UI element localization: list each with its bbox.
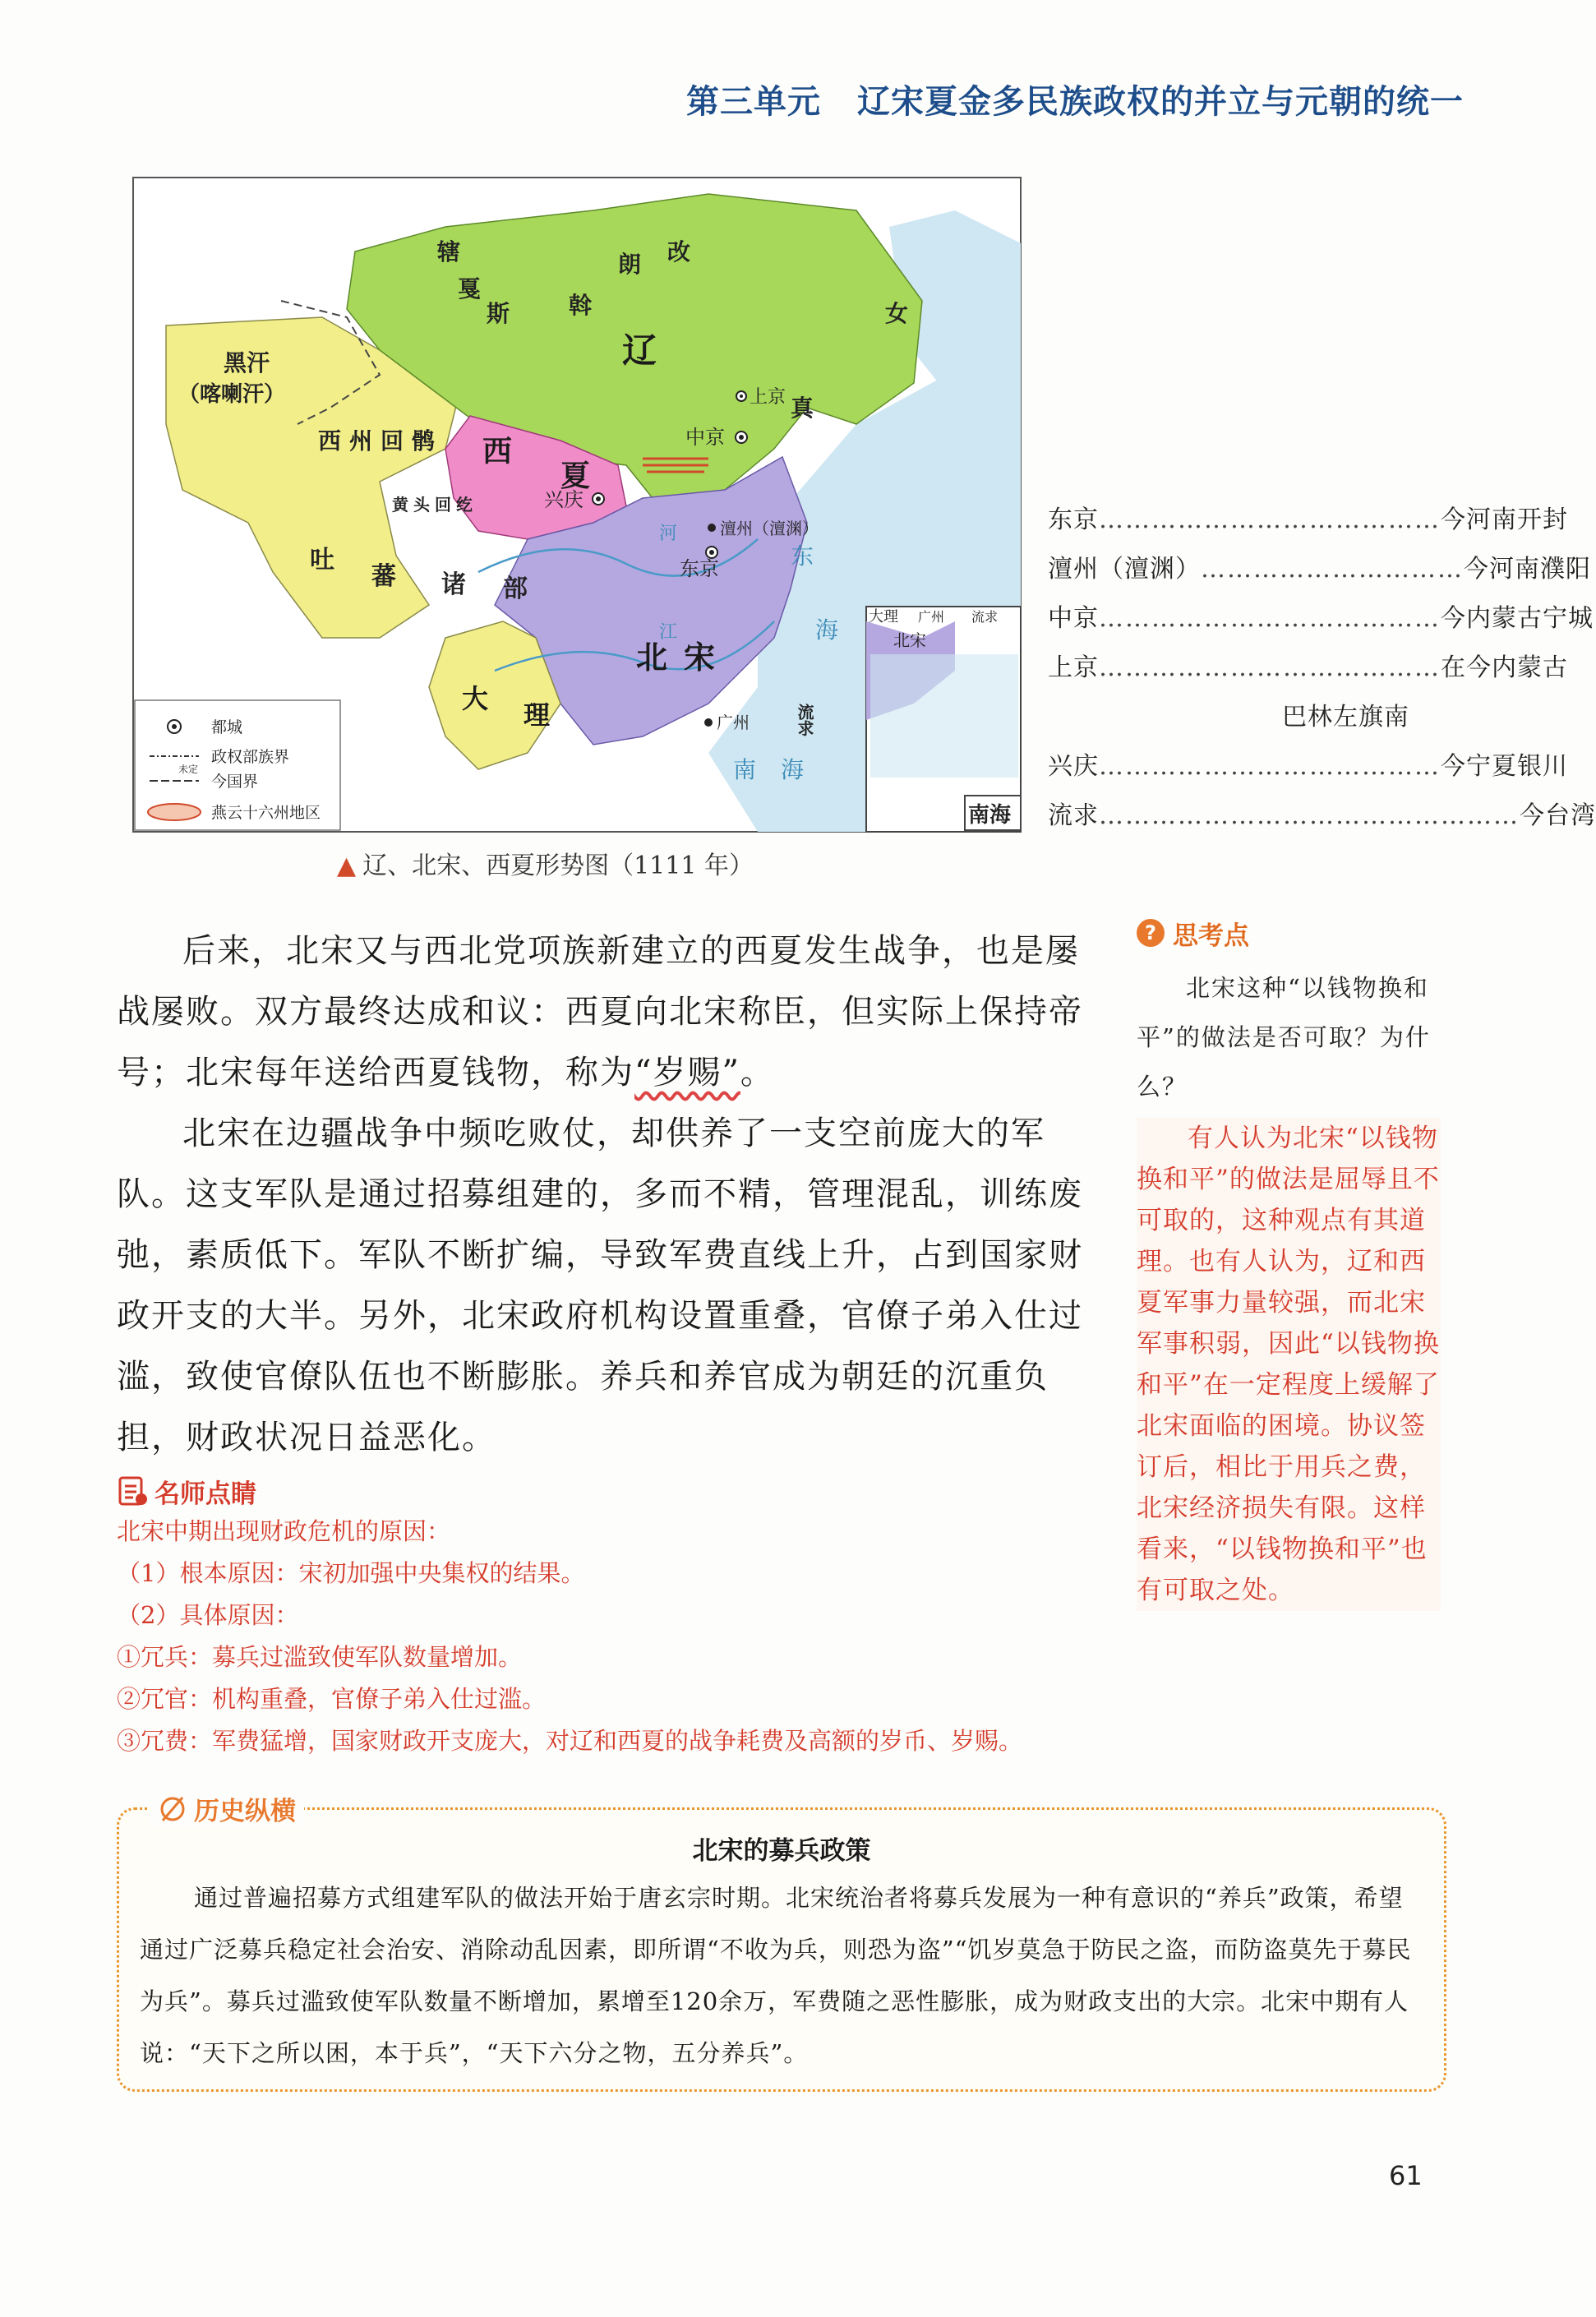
label-bo: 蕃	[371, 562, 396, 591]
label-xia: 夏	[560, 459, 591, 493]
label-donghai-1: 东	[791, 542, 814, 570]
history-box-title: 北宋的募兵政策	[692, 1836, 871, 1866]
label-river-jiang: 江	[659, 622, 678, 643]
label-zhu: 诸	[441, 570, 466, 599]
label-xizhou-huihu: 西州回鹘	[318, 427, 444, 455]
unit-title: 辽宋夏金多民族政权的并立与元朝的统一	[857, 83, 1464, 121]
svg-text:澶州（澶渊）: 澶州（澶渊）	[720, 519, 819, 538]
svg-text:流求: 流求	[971, 609, 999, 625]
label-liuqiu: 流求	[795, 704, 814, 736]
label-wogulangai-1: 斡	[569, 292, 593, 319]
label-nv: 女	[885, 300, 909, 327]
label-huangtou-huihe: 黄头回纥	[392, 495, 477, 515]
place-row: 流求 ………………………………………… 今台湾	[1048, 801, 1596, 830]
svg-text:上京: 上京	[750, 387, 786, 408]
svg-text:未定: 未定	[178, 764, 199, 775]
label-donghai-2: 海	[815, 616, 839, 644]
note-line: 北宋中期出现财政危机的原因：	[117, 1517, 451, 1545]
svg-text:今国界: 今国界	[211, 773, 259, 791]
place-row: 兴庆 ………………………………… 今宁夏银川	[1048, 752, 1568, 781]
map-legend	[135, 700, 340, 830]
label-bu: 部	[503, 575, 528, 603]
paragraph-1: 后来，北宋又与西北党项族新建立的西夏发生战争，也是屡战屡败。双方最终达成和议：西夏向北宋称臣，但实际上保持帝号；北宋每年送给西夏钱物，称为“岁赐”。	[117, 932, 1083, 1092]
teacher-notes-header	[117, 1471, 1473, 1511]
history-box-body: 通过普遍招募方式组建军队的做法开始于唐玄宗时期。北宋统治者将募兵发展为一种有意识的“养兵”政策，希望通过广泛募兵稳定社会治安、消除动乱因素，即所谓“不收为兵，则恐为盗”“饥岁莫急于防民之盗，而防盗莫先于募民为兵”。募兵过滥致使军队数量不断增加，累增至120余万，军费随之恶性膨胀，成为财政支出的大宗。北宋中期有人说：“天下之所以困，本于兵”，“天下六分之物，五分养兵”。	[140, 1884, 1412, 2067]
note-line: ③冗费：军费猛增，国家财政开支庞大，对辽和西夏的战争耗费及高额的岁币、岁赐。	[117, 1727, 1023, 1755]
svg-text:中京: 中京	[685, 426, 725, 449]
map-caption	[337, 845, 754, 881]
page-header	[686, 76, 1516, 125]
svg-text:广州: 广州	[717, 713, 750, 732]
label-river-he: 河	[659, 524, 678, 544]
unit-label: 第三单元	[686, 83, 821, 121]
label-da: 大	[462, 683, 489, 714]
label-liao: 辽	[622, 330, 657, 371]
think-point-header	[1137, 912, 1441, 953]
note-line: （1）根本原因：宋初加强中央集权的结果。	[117, 1559, 585, 1587]
place-row: 中京 ………………………………… 今内蒙古宁城	[1048, 604, 1594, 633]
svg-text:北宋: 北宋	[893, 630, 926, 650]
svg-text:东京: 东京	[680, 557, 719, 580]
label-heihan: 黑汗	[224, 349, 270, 376]
page-number: 61	[1389, 2160, 1423, 2191]
history-box-header	[150, 1790, 304, 1827]
think-answer: 有人认为北宋“以钱物换和平”的做法是屈辱且不可取的，这种观点有其道理。也有人认为，辽和西夏军事力量较强，而北宋军事积弱，因此“以钱物换和平”在一定程度上缓解了北宋面临的困境。协议签订后，相比于用兵之费，北宋经济损失有限。这样看来，“以钱物换和平”也有可取之处。	[1137, 1118, 1441, 1611]
note-line: ②冗官：机构重叠，官僚子弟入仕过滥。	[117, 1685, 547, 1713]
place-row: 澶州（澶渊） ………………………… 今河南濮阳	[1048, 555, 1591, 584]
label-li: 理	[524, 699, 551, 731]
label-zhen: 真	[791, 395, 814, 422]
question-icon: ?	[1137, 919, 1165, 947]
paragraph-2: 北宋在边疆战争中频吃败仗，却供养了一支空前庞大的军队。这支军队是通过招募组建的，多而不精，管理混乱，训练废弛，素质低下。军队不断扩编，导致军费直线上升，占到国家财政开支的大半。另外，北宋政府机构设置重叠，官僚子弟入仕过滥，致使官僚队伍也不断膨胀。养兵和养官成为朝廷的沉重负担，财政状况日益恶化。	[117, 1115, 1083, 1456]
legend-yanyun-icon	[148, 804, 201, 820]
label-wogulangai-3: 改	[667, 238, 691, 265]
label-xi: 西	[482, 435, 513, 468]
place-name-notes	[1048, 496, 1596, 841]
triangle-icon: ▲	[337, 852, 357, 880]
history-box-label: 历史纵横	[194, 1797, 296, 1826]
notebook-icon	[117, 1475, 150, 1507]
map-caption-text: 辽、北宋、西夏形势图（1111 年）	[362, 852, 754, 880]
label-tu: 吐	[310, 546, 334, 575]
place-row: 巴林左旗南	[1282, 703, 1409, 732]
inset-caption: 南海	[968, 803, 1012, 828]
teacher-notes-title: 名师点睛	[155, 1479, 256, 1509]
think-question: 北宋这种“以钱物换和平”的做法是否可取？为什么？	[1137, 974, 1431, 1101]
label-xiajiasi-3: 斯	[487, 300, 510, 327]
city-chanzhou	[708, 519, 819, 538]
teacher-notes	[117, 1471, 1473, 1762]
svg-text:燕云十六州地区: 燕云十六州地区	[211, 804, 321, 822]
label-heihan-alt: （喀喇汗）	[178, 382, 286, 407]
place-row: 上京 ………………………………… 在今内蒙古	[1048, 653, 1568, 682]
note-line: ①冗兵：募兵过滥致使军队数量增加。	[117, 1643, 523, 1671]
think-point-title: 思考点	[1173, 921, 1249, 951]
note-line: （2）具体原因：	[117, 1601, 299, 1629]
svg-text:政权部族界: 政权部族界	[211, 748, 290, 766]
svg-text:广州: 广州	[918, 609, 945, 625]
term-suici: “岁赐”	[634, 1054, 740, 1092]
main-text	[117, 921, 1111, 1468]
history-icon	[158, 1794, 187, 1824]
place-row: 东京 ………………………………… 今河南开封	[1048, 505, 1568, 534]
svg-text:兴庆: 兴庆	[544, 488, 584, 511]
label-beisong: 北宋	[636, 639, 732, 676]
label-wogulangai-2: 朗	[618, 251, 642, 278]
label-xiajiasi-2: 戛	[458, 275, 482, 302]
label-xiajiasi-1: 辖	[437, 238, 461, 265]
svg-text:大理: 大理	[869, 608, 898, 625]
svg-text:都城: 都城	[211, 718, 243, 736]
label-nanhai: 南海	[733, 756, 829, 783]
map-liao-song-xixia	[133, 178, 1021, 832]
map-inset	[866, 607, 1021, 832]
